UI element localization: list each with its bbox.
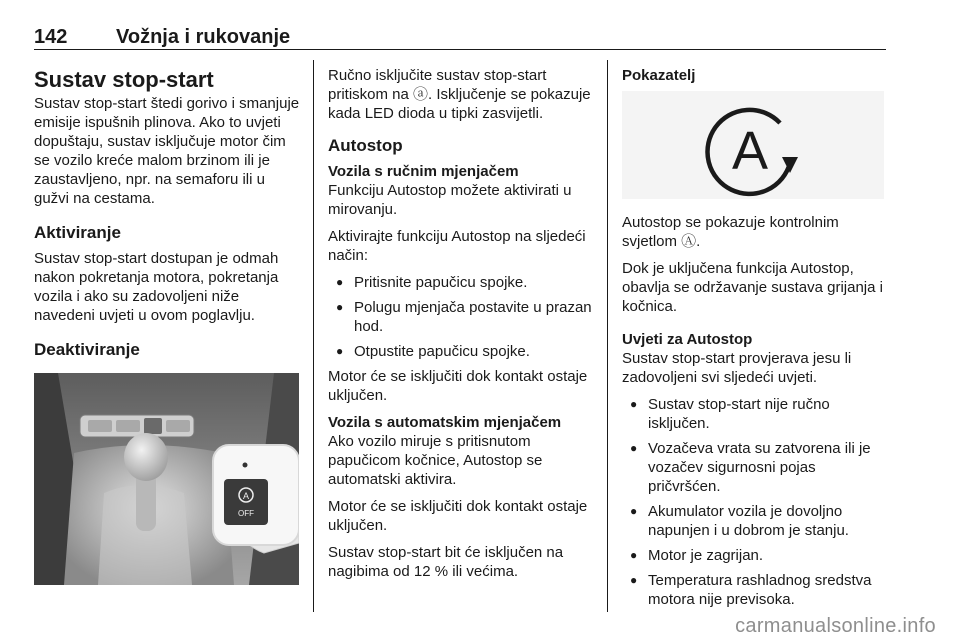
indicator-illustration bbox=[622, 91, 884, 199]
off-label: OFF bbox=[238, 509, 254, 518]
manual-paragraph: Funkciju Autostop možete aktivirati u mirovanju. bbox=[328, 182, 572, 218]
page-header bbox=[34, 26, 886, 50]
console-photo bbox=[34, 373, 299, 585]
list-item: ● Sustav stop-start nije ručno isključen. bbox=[622, 395, 890, 433]
autostop-indicator-icon bbox=[622, 91, 884, 199]
indicator-letter: A bbox=[731, 121, 769, 181]
column-1 bbox=[34, 66, 300, 585]
indicator-paragraph: Autostop se pokazuje kontrolnim svjetlom Ⓐ. bbox=[622, 214, 839, 250]
column-divider-1 bbox=[313, 60, 314, 612]
auto-heading: Vozila s automatskim mjenjačem bbox=[328, 414, 562, 431]
manual-result: Motor će se isključiti dok kontakt ostaje uključen. bbox=[328, 368, 588, 404]
manual-steps-intro: Aktivirajte funkciju Autostop na sljedeći način: bbox=[328, 228, 586, 264]
manual-steps-list bbox=[328, 273, 592, 361]
column-3 bbox=[622, 66, 890, 615]
list-item: ● Temperatura rashladnog sredstva motora nije previsoka. bbox=[622, 571, 890, 609]
list-item: ● Vozačeva vrata su zatvorena ili je vozačev sigurnosni pojas pričvršćen. bbox=[622, 439, 890, 496]
indicator-paragraph-2: Dok je uključena funkcija Autostop, obavlja se održavanje sustava grijanja i kočnica. bbox=[622, 260, 883, 315]
deactivation-paragraph: Ručno isključite sustav stop-start pritiskom na ⓐ. Isključenje se pokazuje kada LED dioda u tipki zasvijetli. bbox=[328, 67, 591, 122]
page-number: 142 bbox=[34, 26, 68, 48]
activation-paragraph: Sustav stop-start dostupan je odmah nakon pokretanja motora, pokretanja vozila i ako su zadovoljeni niže navedeni uvjeti u ovom poglavlju. bbox=[34, 250, 279, 324]
auto-paragraph: Ako vozilo miruje s pritisnutom papučicom kočnice, Autostop se automatski aktivira. bbox=[328, 433, 543, 488]
chapter-title: Vožnja i rukovanje bbox=[116, 26, 291, 48]
auto-result: Motor će se isključiti dok kontakt ostaje uključen. bbox=[328, 498, 588, 534]
list-item: ● Otpustite papučicu spojke. bbox=[328, 342, 592, 361]
list-item: ● Motor je zagrijan. bbox=[622, 546, 890, 565]
watermark: carmanualsonline.info bbox=[735, 615, 936, 637]
autostop-heading: Autostop bbox=[328, 136, 403, 155]
svg-text:A: A bbox=[242, 491, 250, 501]
column-2 bbox=[328, 66, 592, 589]
list-item: ● Pritisnite papučicu spojke. bbox=[328, 273, 592, 292]
conditions-heading: Uvjeti za Autostop bbox=[622, 331, 753, 348]
section-title: Sustav stop-start bbox=[34, 67, 214, 92]
list-item: ● Polugu mjenjača postavite u prazan hod. bbox=[328, 298, 592, 336]
manual-heading: Vozila s ručnim mjenjačem bbox=[328, 163, 519, 180]
activation-heading: Aktiviranje bbox=[34, 223, 121, 242]
indicator-heading: Pokazatelj bbox=[622, 67, 696, 84]
column-divider-2 bbox=[607, 60, 608, 612]
deactivation-heading: Deaktiviranje bbox=[34, 340, 140, 359]
conditions-list bbox=[622, 395, 890, 609]
conditions-intro: Sustav stop-start provjerava jesu li zadovoljeni svi sljedeći uvjeti. bbox=[622, 350, 852, 386]
intro-paragraph: Sustav stop-start štedi gorivo i smanjuje emisije ispušnih plinova. Ako to uvjeti dopuštaju, sustav isključuje motor čim se vozilo kreće malom brzinom ili je zaustavljeno, npr. na semaforu ili u gužvi na cestama. bbox=[34, 95, 300, 207]
list-item: ● Akumulator vozila je dovoljno napunjen i u dobrom je stanju. bbox=[622, 502, 890, 540]
slope-note: Sustav stop-start bit će isključen na nagibima od 12 % ili većima. bbox=[328, 544, 564, 580]
console-illustration bbox=[34, 373, 299, 585]
